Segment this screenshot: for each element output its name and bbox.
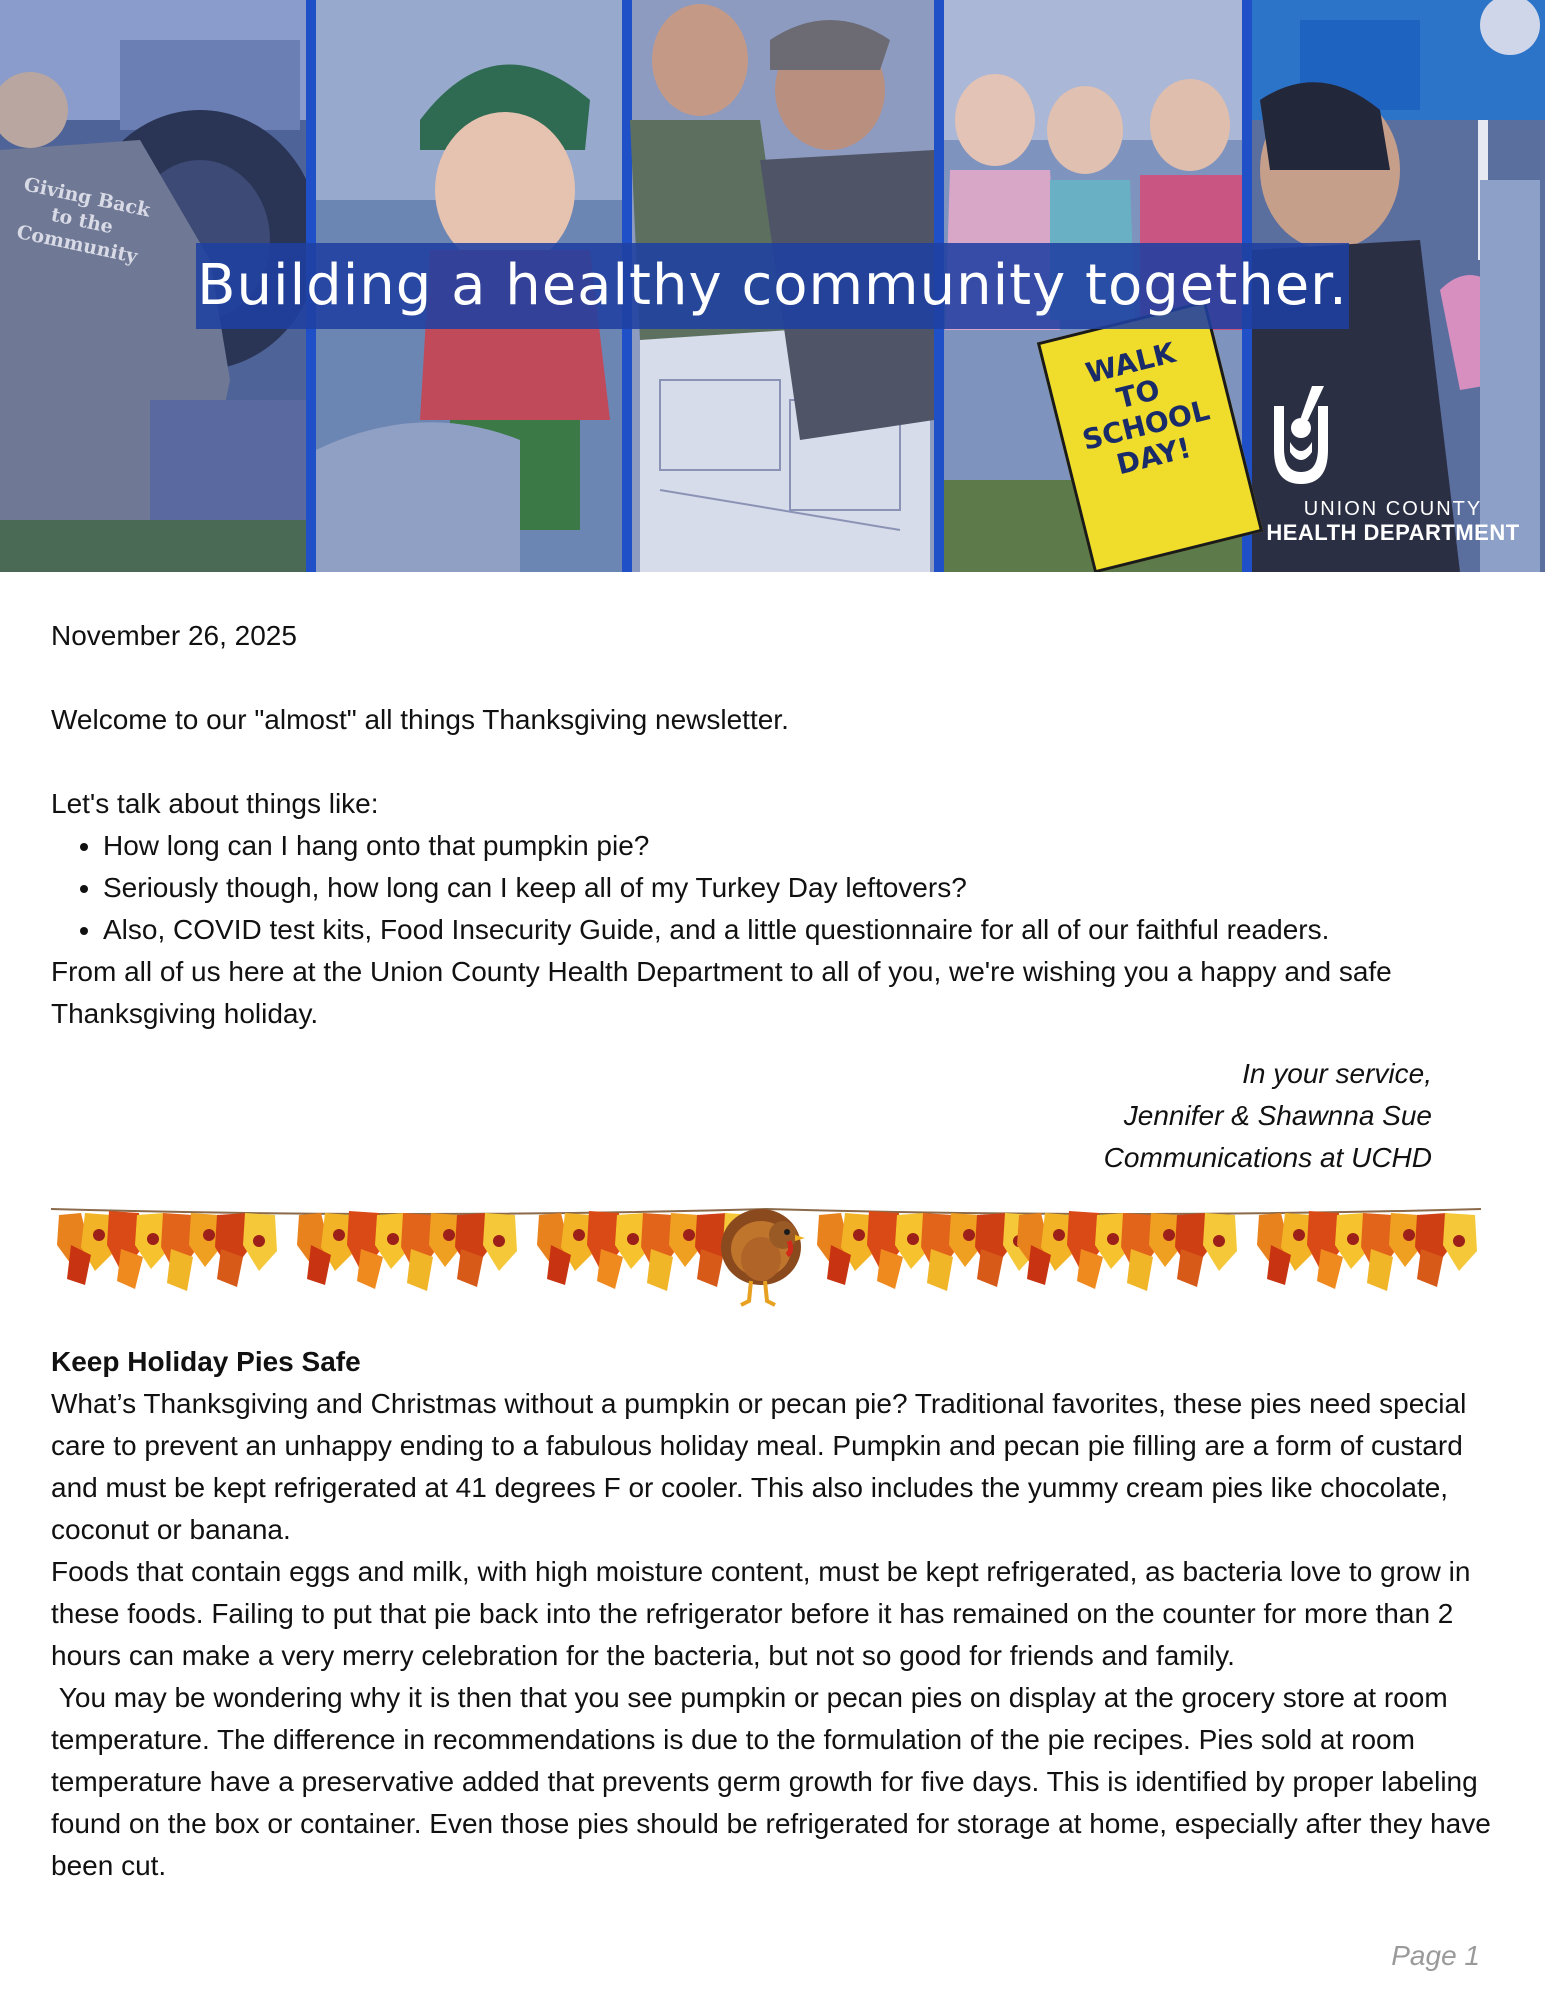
shirt-slogan: Giving Back to the Community <box>14 173 153 268</box>
signoff-names: Jennifer & Shawnna Sue <box>1123 1100 1432 1131</box>
page-number: Page 1 <box>1391 1940 1480 1971</box>
signoff-greeting: In your service, <box>1242 1058 1432 1089</box>
pie-safety-article <box>51 1341 1499 1887</box>
article-paragraph: What’s Thanksgiving and Christmas without a pumpkin or pecan pie? Traditional favorites, these pies need special care to prevent an unhappy ending to a fabulous holiday meal. Pumpkin and pecan pie filling are a form of custard and must be kept refrigerated at 41 degrees F or cooler. This also includes the yummy cream pies like chocolate, coconut or banana. <box>51 1388 1467 1545</box>
closing-paragraph: From all of us here at the Union County Health Department to all of you, we're wishing you a happy and safe Thanksgiving holiday. <box>51 956 1392 1029</box>
logo-line-health-department: HEALTH DEPARTMENT <box>1266 520 1520 545</box>
list-item: • How long can I hang onto that pumpkin pie? <box>103 825 1491 867</box>
letter-body <box>51 615 1491 1035</box>
header-banner <box>0 0 1545 572</box>
sign-text: WALK TO SCHOOL DAY! <box>1079 336 1213 482</box>
signoff-team: Communications at UCHD <box>1103 1142 1432 1173</box>
intro-line: Let's talk about things like: <box>51 788 379 819</box>
list-item: • Seriously though, how long can I keep all of my Turkey Day leftovers? <box>103 867 1491 909</box>
list-item: • Also, COVID test kits, Food Insecurity Guide, and a little questionnaire for all of our faithful readers. <box>103 909 1491 951</box>
banner-headline: Building a healthy community together. <box>196 243 1349 329</box>
uchd-logo <box>1262 386 1524 546</box>
autumn-leaves-icon <box>57 1211 277 1291</box>
turkey-icon <box>721 1209 805 1305</box>
welcome-line: Welcome to our "almost" all things Thanksgiving newsletter. <box>51 704 789 735</box>
letter-date: November 26, 2025 <box>51 620 297 651</box>
article-paragraph: Foods that contain eggs and milk, with high moisture content, must be kept refrigerated, as bacteria love to grow in these foods. Failing to put that pie back into the refrigerator before it has remained on the counter for more than 2 hours can make a very merry celebration for the bacteria, but not so good for friends and family. <box>51 1556 1471 1671</box>
sign-off <box>850 1053 1432 1179</box>
autumn-garland-divider <box>51 1205 1481 1315</box>
logo-line-union-county: UNION COUNTY <box>1303 498 1483 520</box>
article-paragraph: You may be wondering why it is then that you see pumpkin or pecan pies on display at the grocery store at room temperature. The difference in recommendations is due to the formulation of the pie recipes. Pies sold at room temperature have a preservative added that prevents germ growth for five days. This is identified by proper labeling found on the box or container. Even those pies should be refrigerated for storage at home, especially after they have been cut. <box>51 1682 1499 1881</box>
article-title: Keep Holiday Pies Safe <box>51 1346 361 1377</box>
uchd-figure-logo-icon <box>1262 386 1340 496</box>
topics-list <box>51 825 1491 951</box>
